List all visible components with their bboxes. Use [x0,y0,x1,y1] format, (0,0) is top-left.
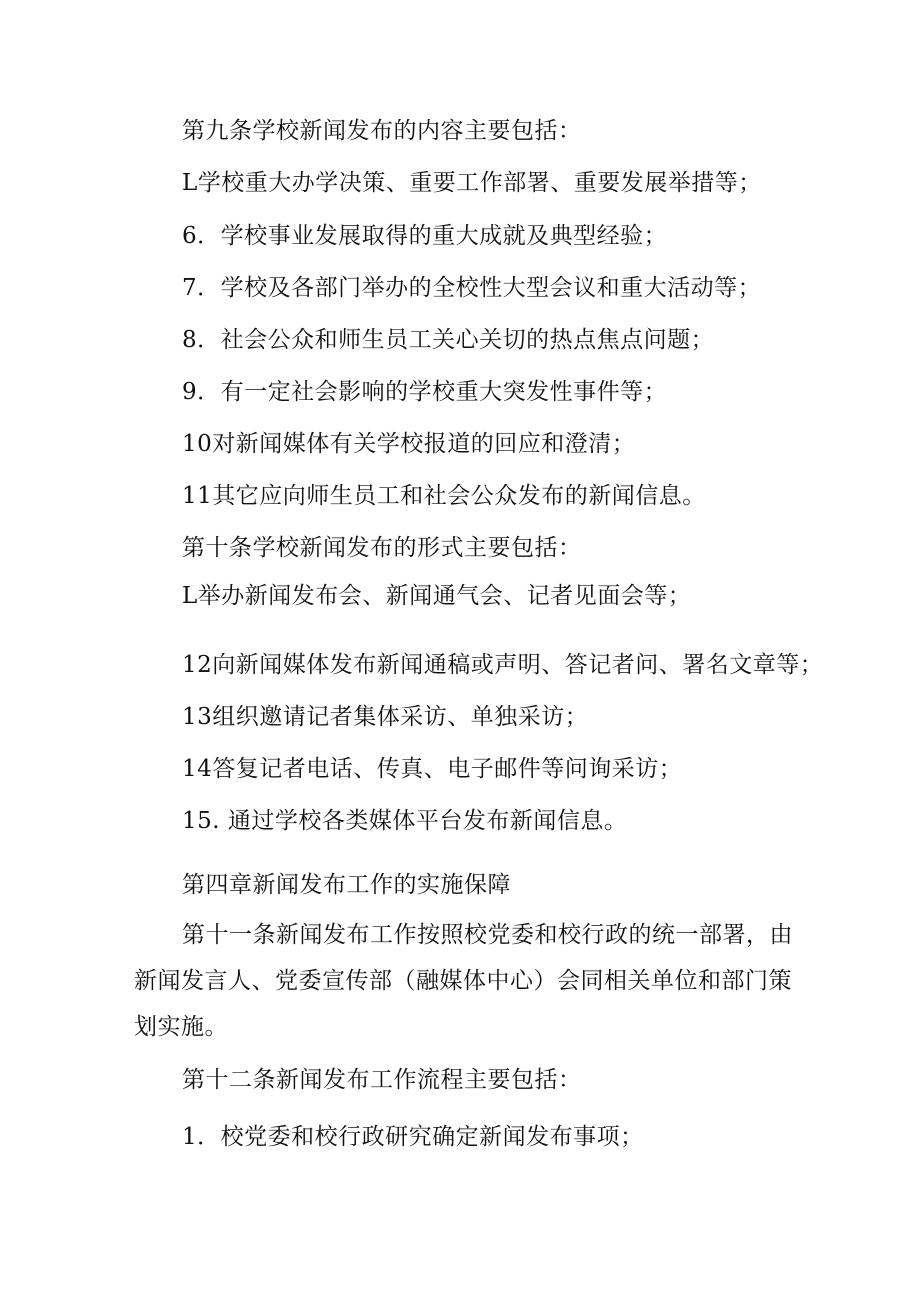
list-item: 10对新闻媒体有关学校报道的回应和澄清； [182,431,636,457]
list-item: 9．有一定社会影响的学校重大突发性事件等； [182,379,668,405]
article-10-heading: 第十条学校新闻发布的形式主要包括： [182,535,582,561]
article-12-heading: 第十二条新闻发布工作流程主要包括： [182,1067,582,1093]
list-item: 6．学校事业发展取得的重大成就及典型经验； [182,223,668,249]
list-item: 7．学校及各部门举办的全校性大型会议和重大活动等； [182,275,762,301]
chapter-4-heading: 第四章新闻发布工作的实施保障 [182,872,511,898]
list-item: L学校重大办学决策、重要工作部署、重要发展举措等； [182,170,762,196]
list-item: 14答复记者电话、传真、电子邮件等问询采访； [182,756,683,782]
list-item: 8．社会公众和师生员工关心关切的热点焦点问题； [182,327,715,353]
article-11-paragraph-end: 划实施。 [134,1014,228,1040]
article-11-paragraph-cont: 新闻发言人、党委宣传部（融媒体中心）会同相关单位和部门策 [134,968,792,994]
article-9-heading: 第九条学校新闻发布的内容主要包括： [182,118,582,144]
list-item: 13组织邀请记者集体采访、单独采访； [182,704,589,730]
list-item: 1．校党委和校行政研究确定新闻发布事项； [182,1124,644,1150]
list-item: 11其它应向师生员工和社会公众发布的新闻信息。 [182,483,706,509]
list-item: L举办新闻发布会、新闻通气会、记者见面会等； [182,583,692,609]
list-item: 12向新闻媒体发布新闻通稿或声明、答记者问、署名文章等； [182,652,824,678]
article-11-paragraph: 第十一条新闻发布工作按照校党委和校行政的统一部署，由 [182,922,793,948]
list-item: 15. 通过学校各类媒体平台发布新闻信息。 [182,808,628,834]
